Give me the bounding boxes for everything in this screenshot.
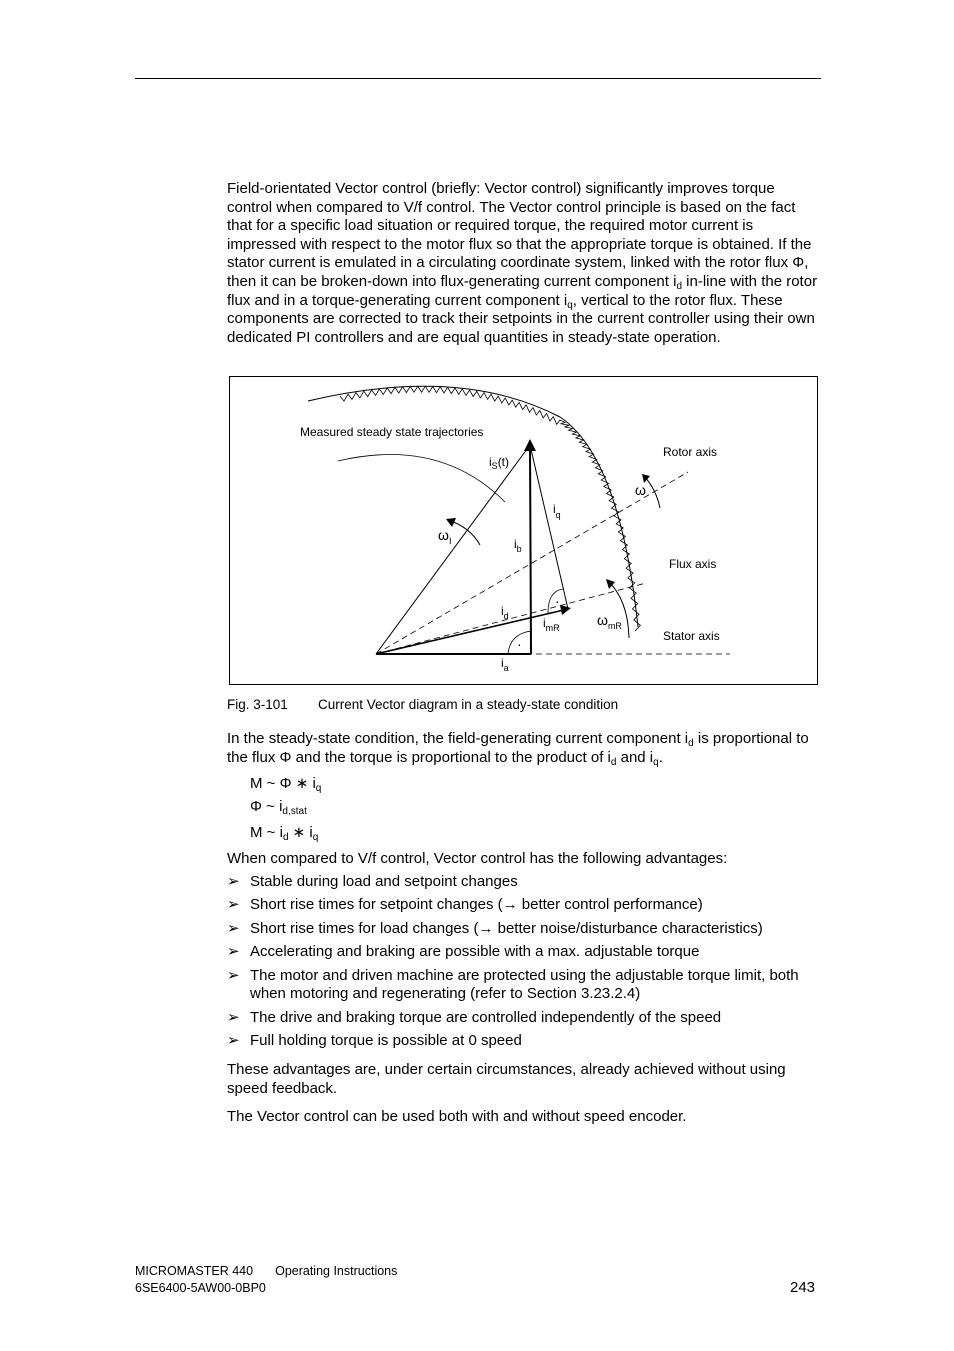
label-flux-axis: Flux axis bbox=[669, 557, 717, 571]
footer-doc-type: Operating Instructions bbox=[275, 1264, 398, 1278]
label-ib: $i_b$ bbox=[514, 537, 522, 554]
bullet-arrow-icon: ➢ bbox=[227, 1031, 240, 1049]
closing-paragraph-2: The Vector control can be used both with and without speed encoder. bbox=[227, 1108, 687, 1125]
is-arrowhead bbox=[524, 439, 536, 451]
bullet-arrow-icon: ➢ bbox=[227, 966, 240, 984]
label-iq: $i_q$ bbox=[553, 502, 561, 520]
label-id: $i_d$ bbox=[501, 604, 509, 621]
footer-product: MICROMASTER 440 Operating Instructions bbox=[135, 1264, 398, 1278]
list-item: ➢ Stable during load and setpoint changes bbox=[227, 873, 518, 890]
advantages-intro: When compared to V/f control, Vector control has the following advantages: bbox=[227, 850, 728, 867]
bullet-arrow-icon: ➢ bbox=[227, 943, 240, 961]
label-stator-axis: Stator axis bbox=[663, 629, 720, 643]
label-ia: $i_a$ bbox=[501, 656, 509, 673]
bullet-arrow-icon: ➢ bbox=[227, 1008, 240, 1026]
label-omega-mr: $\omega_{mR}$ bbox=[597, 612, 622, 631]
header-rule bbox=[135, 78, 821, 79]
inner-arc bbox=[338, 455, 505, 502]
bullet-arrow-icon: ➢ bbox=[227, 873, 240, 890]
bullet-arrow-icon: ➢ bbox=[227, 896, 240, 914]
current-vector-figure bbox=[229, 376, 818, 685]
list-item: ➢ The drive and braking torque are controlled independently of the speed bbox=[227, 1008, 722, 1026]
footer-order-number: 6SE6400-5AW00-0BP0 bbox=[135, 1281, 266, 1295]
iq-vector bbox=[530, 445, 568, 609]
label-trajectories: Measured steady state trajectories bbox=[300, 425, 484, 439]
label-omega: ω bbox=[635, 482, 646, 498]
formula-torque: M ~ Φ ∗ $i_q$ bbox=[250, 775, 322, 794]
trajectory-arc bbox=[308, 386, 638, 627]
page-number: 243 bbox=[790, 1279, 816, 1296]
ib-vector bbox=[530, 445, 531, 654]
rotor-axis-line bbox=[376, 472, 688, 654]
figure-caption bbox=[227, 697, 618, 712]
intro-paragraph: Field-orientated Vector control (briefly: Vector control) significantly improves torque control when compared to V/f control. The Vector control principle is based on the fact that for a specific load situation or required torque, the required motor current is impressed with respect to the motor flux so that the appropriate torque is obtained. If the stator current is emulated in a circulating coordinate system, linked with the rotor flux Φ, then it can be broken-down into flux-generating current component $i_d$ in-line with the rotor flux and in a torque-generating current component $i_q$, vertical to the rotor flux. These components are corrected to track their setpoints in the current controller using their own dedicated PI controllers and are equal quantities in steady-state operation. bbox=[227, 180, 818, 346]
vector-diagram bbox=[230, 377, 819, 686]
list-item: ➢ Short rise times for setpoint changes (→ better control performance) bbox=[227, 896, 703, 914]
caption-number: Fig. 3-101 bbox=[227, 697, 288, 712]
closing-paragraph-1: These advantages are, under certain circumstances, already achieved without using speed feedback. bbox=[227, 1061, 786, 1097]
label-rotor-axis: Rotor axis bbox=[663, 445, 718, 459]
trajectory-zigzag bbox=[340, 386, 640, 631]
caption-text: Current Vector diagram in a steady-state condition bbox=[318, 697, 619, 712]
formula-torque-id: M ~ $i_d$ ∗ $i_q$ bbox=[250, 824, 319, 843]
dot-q: · bbox=[555, 593, 560, 609]
label-is: $i_S(t)$ bbox=[489, 455, 510, 471]
formula-flux: Φ ~ $i_{d,stat}$ bbox=[250, 798, 307, 817]
bullet-arrow-icon: ➢ bbox=[227, 919, 240, 937]
label-imr: $i_{mR}$ bbox=[543, 616, 560, 633]
list-item: ➢ Short rise times for load changes (→ better noise/disturbance characteristics) bbox=[227, 919, 763, 937]
list-item: ➢ The motor and driven machine are protected using the adjustable torque limit, both when motoring and regenerating (refer to Section 3.23.2.4) bbox=[227, 966, 799, 1003]
advantages-list bbox=[227, 873, 822, 1055]
imr-arrowhead bbox=[560, 605, 571, 615]
label-omega-i: $\omega_I$ bbox=[438, 527, 452, 546]
dot-a: · bbox=[517, 636, 522, 652]
omega-arrow bbox=[644, 476, 660, 508]
steady-state-paragraph: In the steady-state condition, the field-generating current component $i_d$ is proportional to the flux Φ and the torque is proportional to the product of $i_d$ and $i_q$. bbox=[227, 730, 809, 768]
list-item: ➢ Full holding torque is possible at 0 speed bbox=[227, 1031, 522, 1049]
list-item: ➢ Accelerating and braking are possible with a max. adjustable torque bbox=[227, 943, 700, 961]
